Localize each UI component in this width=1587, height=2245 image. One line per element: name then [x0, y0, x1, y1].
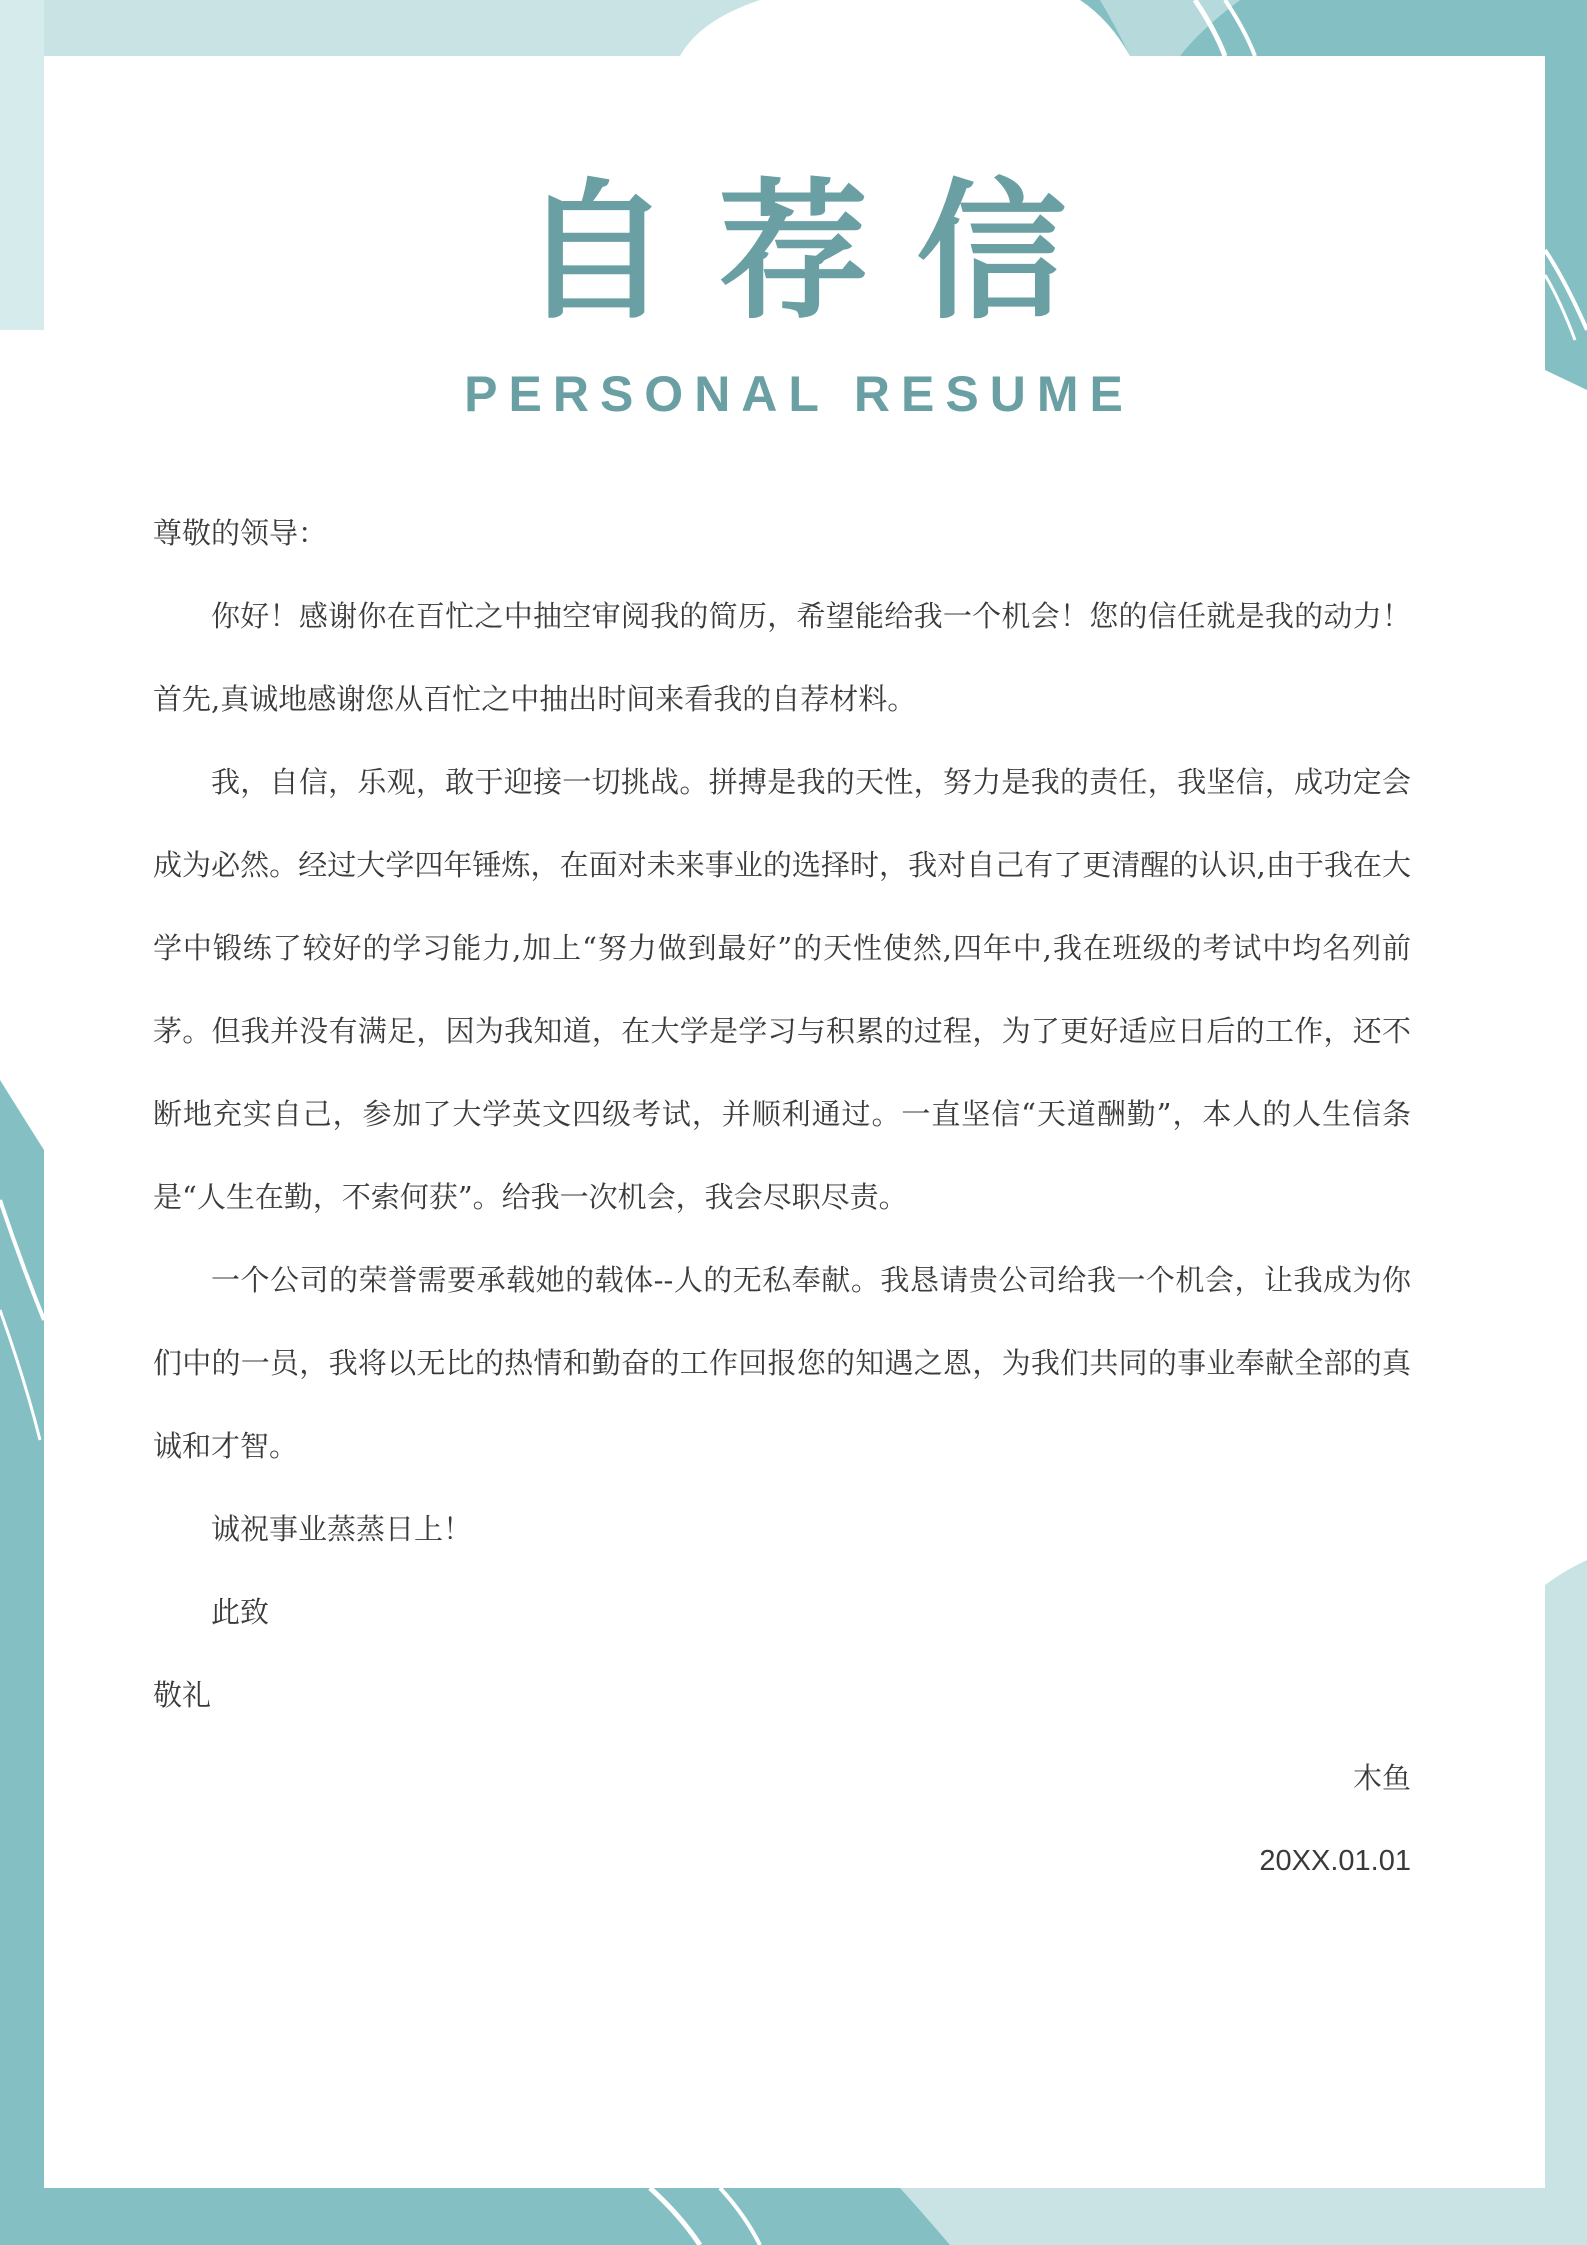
page-title: 自荐信: [520, 166, 1115, 340]
decor-top-left-shape: [0, 0, 760, 56]
paragraph-1-rest: 您的信任就是我的动力！首先,真诚地感谢您从百忙之中抽出时间来看我的自荐材料。: [153, 599, 1411, 716]
date: 20XX.01.01: [1259, 1845, 1411, 1877]
letter-body: [153, 492, 1411, 1903]
paragraph-1: [153, 575, 1411, 741]
decor-left-lower-band: [0, 1080, 44, 2188]
decor-bottom-light: [900, 2188, 1587, 2245]
paragraph-2: 我，自信，乐观，敢于迎接一切挑战。拼搏是我的天性，努力是我的责任，我坚信，成功定会成为必然。经过大学四年锤炼，在面对未来事业的选择时，我对自己有了更清醒的认识,由于我在大学中锻练了较好的学习能力,加上“努力做到最好”的天性使然,四年中,我在班级的考试中均名列前茅。但我并没有满足，因为我知道，在大学是学习与积累的过程，为了更好适应日后的工作，还不断地充实自己，参加了大学英文四级考试，并顺利通过。一直坚信“天道酬勤”，本人的人生信条是“人生在勤，不索何获”。给我一次机会，我会尽职尽责。: [153, 765, 1411, 1214]
page-subtitle: PERSONAL RESUME: [464, 366, 1134, 422]
signature: 木鱼: [1352, 1761, 1411, 1795]
paragraph-3: 一个公司的荣誉需要承载她的载体--人的无私奉献。我恳请贵公司给我一个机会，让我成为你们中的一员，我将以无比的热情和勤奋的工作回报您的知遇之恩，为我们共同的事业奉献全部的真诚和才智。: [153, 1263, 1411, 1463]
closing-line-2: 敬礼: [153, 1678, 212, 1712]
wish-line: 诚祝事业蒸蒸日上！: [211, 1512, 473, 1546]
decor-right-lower-band: [1545, 1560, 1587, 2188]
salutation: 尊敬的领导：: [153, 516, 328, 550]
closing-line-1: 此致: [211, 1595, 270, 1629]
paragraph-1-lead: 你好！感谢你在百忙之中抽空审阅我的简历，希望能给我一个机会！: [211, 599, 1090, 633]
